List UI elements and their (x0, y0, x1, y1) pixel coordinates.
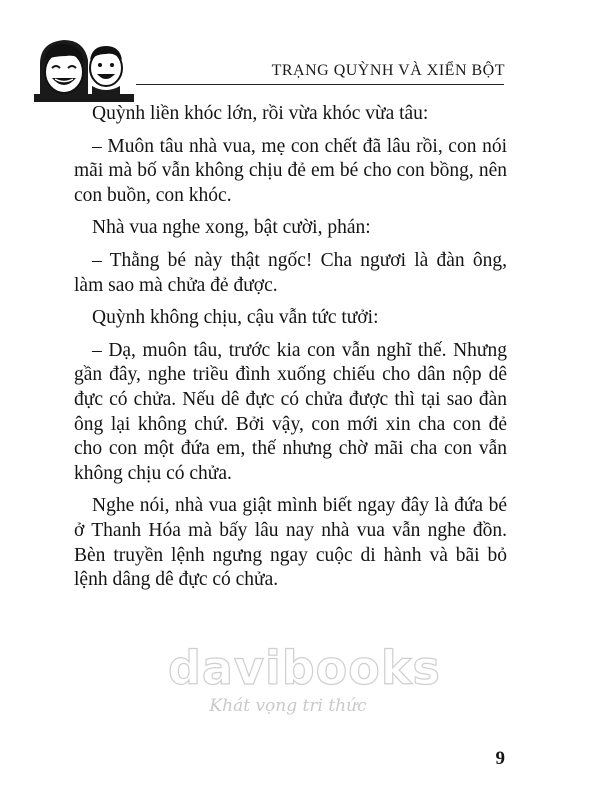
paragraph: Nghe nói, nhà vua giật mình biết ngay đây là đứa bé ở Thanh Hóa mà bấy lâu nay nhà vua vẫn nghe đồn. Bèn truyền lệnh ngưng ngay cuộc di hành và bãi bỏ lệnh dâng dê đực có chửa. (74, 495, 507, 591)
header-rule (136, 84, 504, 85)
two-laughing-faces-icon (34, 34, 134, 102)
body-text (74, 102, 507, 601)
watermark-tagline: Khát vọng tri thức (209, 696, 367, 716)
paragraph: Quỳnh không chịu, cậu vẫn tức tưởi: (92, 307, 379, 329)
running-header-title: TRẠNG QUỲNH VÀ XIỂN BỘT (271, 62, 505, 79)
paragraph: – Dạ, muôn tâu, trước kia con vẫn nghĩ thế. Nhưng gần đây, nghe triều đình xuống chiếu cho dân nộp dê đực có chửa. Nếu dê đực có chửa được thì tại sao đàn ông lại không chứ. Bởi vậy, con mới xin cha con đẻ cho con một đứa em, thế nhưng chờ mãi cha con vẫn không chịu có chửa. (74, 339, 507, 484)
watermark (168, 641, 441, 716)
paragraph: – Thằng bé này thật ngốc! Cha ngươi là đàn ông, làm sao mà chửa đẻ được. (74, 249, 507, 296)
watermark-brand: davibooks (168, 641, 441, 695)
paragraph: Quỳnh liền khóc lớn, rồi vừa khóc vừa tâu: (92, 103, 429, 124)
paragraph: Nhà vua nghe xong, bật cười, phán: (92, 217, 371, 239)
page-number: 9 (495, 748, 505, 769)
paragraph: – Muôn tâu nhà vua, mẹ con chết đã lâu rồi, con nói mãi mà bố vẫn không chịu đẻ em bé cho con bồng, nên con buồn, con khóc. (74, 135, 507, 206)
